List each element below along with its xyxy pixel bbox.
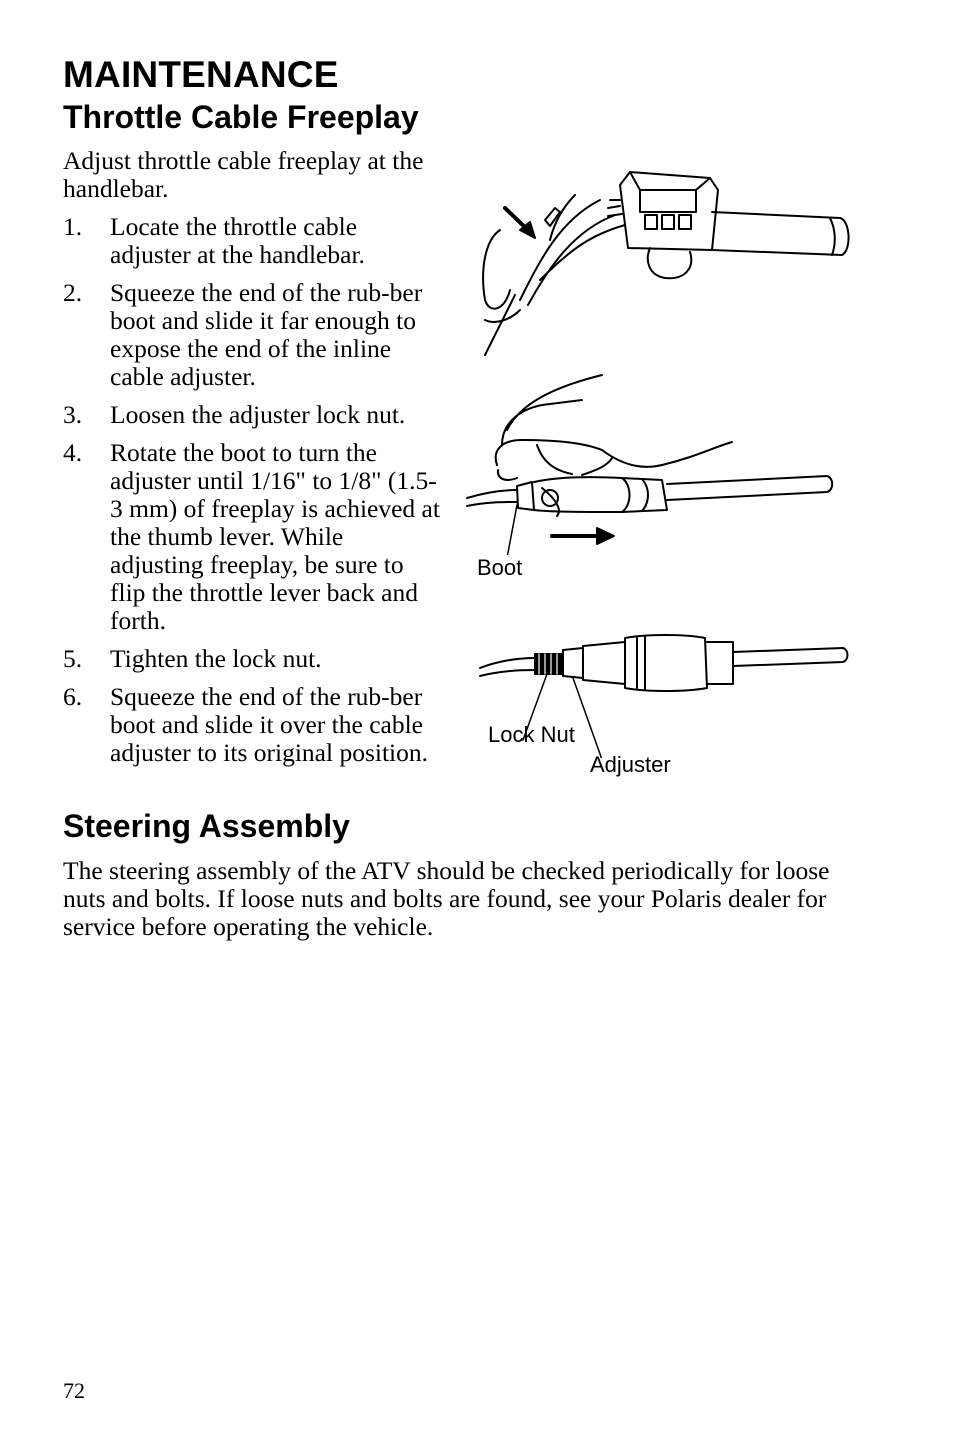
boot-slide-illustration [462, 370, 842, 555]
step-item [63, 401, 443, 429]
step-text: Locate the throttle cable adjuster at the handlebar. [110, 212, 365, 269]
lock-nut-label: Lock Nut [488, 722, 575, 747]
step-number: 4. [63, 438, 83, 467]
adjuster-label: Adjuster [590, 752, 671, 777]
step-text: Loosen the adjuster lock nut. [110, 400, 406, 429]
step-number: 2. [63, 278, 83, 307]
step-text: Tighten the lock nut. [110, 644, 322, 673]
page-number: 72 [63, 1378, 85, 1403]
step-item [63, 683, 443, 767]
throttle-intro: Adjust throttle cable freeplay at the handlebar. [63, 146, 424, 203]
handlebar-illustration [480, 160, 860, 360]
throttle-steps-list [63, 213, 443, 777]
step-number: 5. [63, 644, 83, 673]
step-number: 6. [63, 682, 83, 711]
step-number: 1. [63, 212, 83, 241]
boot-label: Boot [477, 555, 523, 580]
step-item [63, 645, 443, 673]
section-title: MAINTENANCE [63, 54, 339, 95]
step-text: Squeeze the end of the rub-ber boot and slide it over the cable adjuster to its original position. [110, 682, 429, 767]
steering-paragraph: The steering assembly of the ATV should be checked periodically for loose nuts and bolts. If loose nuts and bolts are found, see your Polaris dealer for service before operating the vehicle. [63, 856, 830, 941]
throttle-heading: Throttle Cable Freeplay [63, 99, 419, 135]
step-text: Rotate the boot to turn the adjuster until 1/16" to 1/8" (1.5-3 mm) of freeplay is achieved at the thumb lever. While adjusting freeplay, be sure to flip the throttle lever back and forth. [110, 438, 440, 635]
steering-heading: Steering Assembly [63, 808, 350, 844]
step-text: Squeeze the end of the rub-ber boot and slide it far enough to expose the end of the inline cable adjuster. [110, 278, 423, 391]
step-item [63, 213, 443, 269]
step-item [63, 279, 443, 391]
step-item [63, 439, 443, 635]
step-number: 3. [63, 400, 83, 429]
